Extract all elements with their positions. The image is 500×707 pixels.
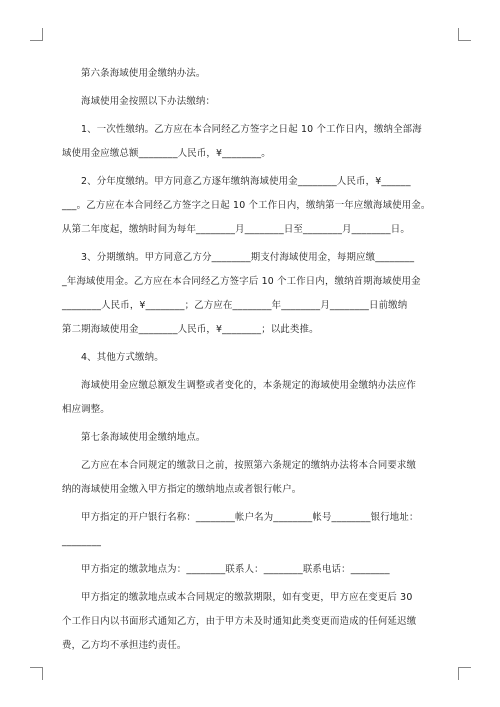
payment-intro: 海域使用金按照以下办法缴纳： [81, 96, 216, 107]
item-annual: 2、分年度缴纳。甲方同意乙方逐年缴纳海域使用金________人民币，¥______ ___。乙方应在本合同经乙方签字之日起 10 个工作日内，缴纳第一年应缴海域使用金。 从第二年度起，缴纳时间为每年________月________日至________月________日。 [62, 176, 431, 235]
adjustment-clause: 海域使用金应缴总额发生调整或者变化的，本条规定的海域使用金缴纳办法应作 相应调整。 [62, 380, 417, 415]
crop-mark-top-left [30, 28, 43, 41]
change-notice-clause: 甲方指定的缴款地点或本合同规定的缴款期限，如有变更，甲方应在变更后 30 个工作日内以书面形式通知乙方，由于甲方未及时通知此类变更而造成的任何延迟缴 费，乙方均不承担违约责任。 [62, 592, 417, 651]
crop-mark-top-right [458, 28, 471, 41]
document-body [62, 62, 445, 662]
item-other: 4、其他方式缴纳。 [81, 352, 164, 363]
bank-account-info: 甲方指定的开户银行名称：________帐户名为________帐号________银行地址： ________ [62, 512, 419, 547]
crop-mark-bottom-left [30, 667, 43, 680]
payment-place-info: 甲方指定的缴款地点为：________联系人：________联系电话：________ [81, 564, 390, 575]
item-installment: 3、分期缴纳。甲方同意乙方分________期支付海域使用金，每期应缴________ _年海域使用金。乙方应在本合同经乙方签字后 10 个工作日内，缴纳首期海域使用金 ________人民币，¥________；乙方应在________年________月________日前缴纳 第二期海域使用金________人民币，¥________；以此类推。 [62, 252, 421, 335]
article-7-body: 乙方应在本合同规定的缴款日之前，按照第六条规定的缴纳办法将本合同要求缴 纳的海域使用金缴入甲方指定的缴纳地点或者银行帐户。 [62, 460, 417, 495]
article-7-title: 第七条海域使用金缴纳地点。 [81, 432, 206, 443]
crop-mark-bottom-right [458, 667, 471, 680]
article-6-title: 第六条海域使用金缴纳办法。 [81, 68, 206, 79]
item-lump-sum: 1、一次性缴纳。乙方应在本合同经乙方签字之日起 10 个工作日内，缴纳全部海 域使用金应缴总额________人民币，¥________。 [62, 124, 422, 159]
